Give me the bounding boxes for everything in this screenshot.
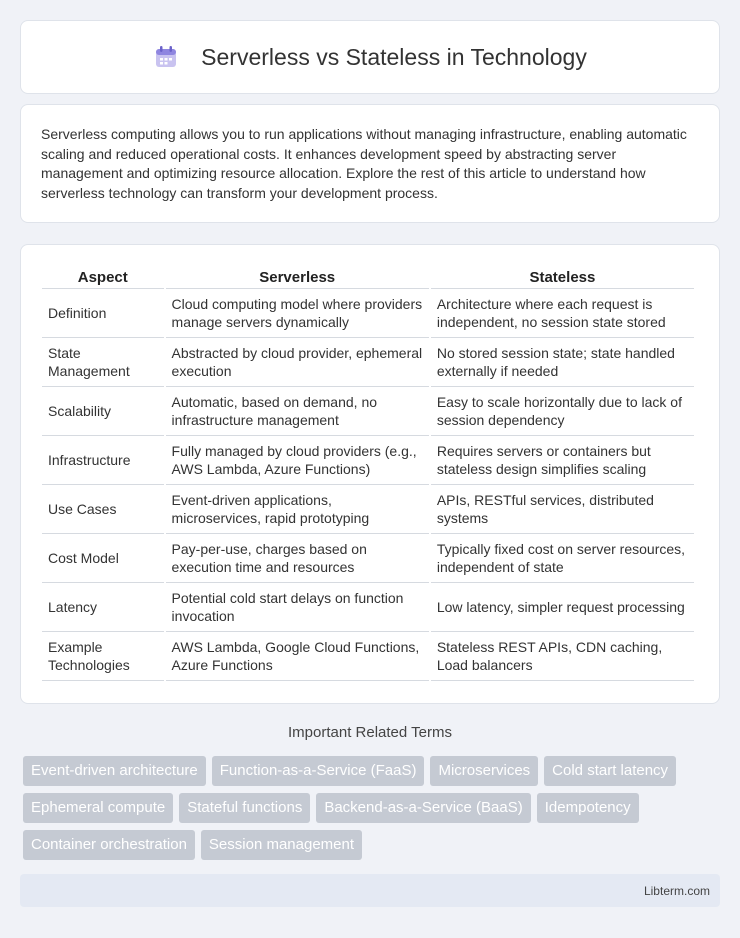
footer: [20, 874, 720, 907]
footer-site-link[interactable]: Libterm.com: [643, 883, 710, 898]
cell-stateless: Stateless REST APIs, CDN caching, Load balancers: [431, 632, 694, 681]
related-term-tag[interactable]: Backend-as-a-Service (BaaS): [316, 793, 530, 823]
related-term-tag[interactable]: Idempotency: [537, 793, 639, 823]
header-serverless: Serverless: [166, 265, 429, 289]
cell-stateless: No stored session state; state handled externally if needed: [431, 338, 694, 387]
calendar-icon: [153, 44, 179, 70]
cell-serverless: Automatic, based on demand, no infrastructure management: [166, 387, 429, 436]
cell-aspect: Cost Model: [42, 534, 164, 583]
table-row: [42, 289, 694, 338]
related-terms-heading: Important Related Terms: [288, 724, 452, 741]
page-title-text: Serverless vs Stateless in Technology: [201, 43, 587, 70]
cell-aspect: Example Technologies: [42, 632, 164, 681]
header-stateless: Stateless: [431, 265, 694, 289]
cell-serverless: AWS Lambda, Google Cloud Functions, Azure Functions: [166, 632, 429, 681]
table-row: [42, 534, 694, 583]
table-row: [42, 338, 694, 387]
cell-aspect: Definition: [42, 289, 164, 338]
related-term-tag[interactable]: Container orchestration: [23, 830, 195, 860]
cell-serverless: Cloud computing model where providers manage servers dynamically: [166, 289, 429, 338]
related-term-tag[interactable]: Stateful functions: [179, 793, 310, 823]
cell-serverless: Fully managed by cloud providers (e.g., AWS Lambda, Azure Functions): [166, 436, 429, 485]
table-row: [42, 387, 694, 436]
table-header-row: [42, 265, 694, 289]
cell-stateless: Requires servers or containers but stateless design simplifies scaling: [431, 436, 694, 485]
title-card: [20, 20, 720, 94]
header-aspect: Aspect: [42, 265, 164, 289]
cell-serverless: Pay-per-use, charges based on execution time and resources: [166, 534, 429, 583]
cell-aspect: Infrastructure: [42, 436, 164, 485]
comparison-table: [40, 265, 696, 681]
cell-stateless: Typically fixed cost on server resources, independent of state: [431, 534, 694, 583]
cell-aspect: Scalability: [42, 387, 164, 436]
related-term-tag[interactable]: Event-driven architecture: [23, 756, 206, 786]
related-term-tag[interactable]: Ephemeral compute: [23, 793, 173, 823]
related-term-tag[interactable]: Session management: [201, 830, 362, 860]
cell-serverless: Potential cold start delays on function invocation: [166, 583, 429, 632]
cell-stateless: Easy to scale horizontally due to lack of session dependency: [431, 387, 694, 436]
cell-stateless: Architecture where each request is independent, no session state stored: [431, 289, 694, 338]
cell-aspect: Latency: [42, 583, 164, 632]
cell-stateless: Low latency, simpler request processing: [431, 583, 694, 632]
cell-aspect: Use Cases: [42, 485, 164, 534]
related-term-tag[interactable]: Function-as-a-Service (FaaS): [212, 756, 425, 786]
comparison-table-card: [20, 244, 720, 704]
cell-aspect: State Management: [42, 338, 164, 387]
table-row: [42, 485, 694, 534]
page-title: [153, 44, 587, 71]
intro-card: [20, 104, 720, 223]
cell-serverless: Event-driven applications, microservices, rapid prototyping: [166, 485, 429, 534]
table-row: [42, 632, 694, 681]
table-row: [42, 436, 694, 485]
cell-stateless: APIs, RESTful services, distributed systems: [431, 485, 694, 534]
table-row: [42, 583, 694, 632]
related-term-tag[interactable]: Cold start latency: [544, 756, 676, 786]
cell-serverless: Abstracted by cloud provider, ephemeral execution: [166, 338, 429, 387]
related-term-tag[interactable]: Microservices: [430, 756, 538, 786]
related-terms-list: [23, 756, 723, 860]
intro-text: Serverless computing allows you to run applications without managing infrastructure, enabling automatic scaling and reduced operational costs. It enhances development speed by abstracting server management and optimizing resource allocation. Explore the rest of this article to understand how serverless technology can transform your development process.: [41, 126, 687, 201]
